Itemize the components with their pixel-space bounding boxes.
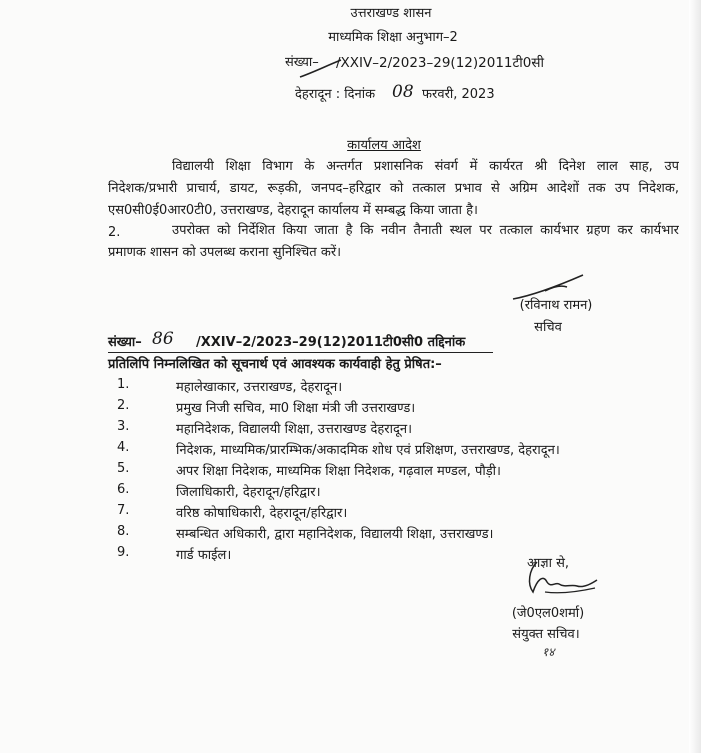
copy-intro: प्रतिलिपि निम्नलिखित को सूचनार्थ एवं आवश्यक कार्यवाही हेतु प्रेषित:–: [108, 357, 442, 372]
list-item-text: महानिदेशक, विद्यालयी शिक्षा, उत्तराखण्ड देहरादून।: [176, 422, 413, 437]
place-date-label: देहरादून : दिनांक: [295, 87, 376, 102]
date-month-year: फरवरी, 2023: [422, 87, 495, 102]
order-title: कार्यालय आदेश: [347, 138, 421, 153]
copy-ref-label: संख्या–: [108, 335, 142, 350]
signatory-1-designation: सचिव: [534, 320, 562, 335]
list-item-number: 9.: [117, 545, 130, 560]
signatory-2-designation: संयुक्त सचिव।: [512, 627, 580, 642]
order-paragraph-1: [108, 156, 679, 222]
list-item-number: 8.: [117, 524, 130, 539]
govt-heading: उत्तराखण्ड शासन: [350, 6, 432, 21]
section-heading: माध्यमिक शिक्षा अनुभाग–2: [328, 30, 458, 45]
list-item-number: 3.: [117, 419, 130, 434]
paragraph-line: विद्यालयी शिक्षा विभाग के अन्तर्गत प्रशासनिक संवर्ग में कार्यरत श्री दिनेश लाल साह, उप: [172, 159, 679, 174]
list-item-number: 4.: [117, 440, 130, 455]
list-item-text: गार्ड फाईल।: [176, 548, 232, 563]
signature-2-icon: [515, 560, 605, 602]
list-item-text: प्रमुख निजी सचिव, मा0 शिक्षा मंत्री जी उत्तराखण्ड।: [176, 401, 416, 416]
signatory-1-name: (रविनाथ रामन): [519, 298, 593, 313]
paragraph-line: प्रमाणक शासन को उपलब्ध कराना सुनिश्चित करें।: [108, 245, 342, 260]
list-item-number: 5.: [117, 461, 130, 476]
copy-ref-number-handwritten: 86: [152, 329, 174, 349]
list-item-text: निदेशक, माध्यमिक/प्रारम्भिक/अकादमिक शोध एवं प्रशिक्षण, उत्तराखण्ड, देहरादून।: [176, 443, 560, 458]
paragraph-line: एस0सी0ई0आर0टी0, उत्तराखण्ड, देहरादून कार्यालय में सम्बद्ध किया जाता है।: [108, 203, 478, 218]
ref-label: संख्या–: [285, 55, 319, 70]
copy-ref-underline: [108, 352, 493, 353]
list-item-text: जिलाधिकारी, देहरादून/हरिद्वार।: [176, 485, 321, 500]
list-item-text: अपर शिक्षा निदेशक, माध्यमिक शिक्षा निदेशक, गढ़वाल मण्डल, पौड़ी।: [176, 464, 501, 479]
paragraph-2-number: 2.: [108, 225, 121, 240]
handwritten-initials: १४: [542, 645, 555, 659]
list-item-number: 7.: [117, 503, 130, 518]
paragraph-line: निदेशक/प्रभारी प्राचार्य, डायट, रूड़की, जनपद–हरिद्वार को तत्काल प्रभाव से अग्रिम आदेशों तक उप निदेशक,: [108, 181, 679, 196]
list-item-text: महालेखाकार, उत्तराखण्ड, देहरादून।: [176, 380, 343, 395]
copy-ref-rest: /XXIV–2/2023–29(12)2011टी0सी0 तद्दिनांक: [196, 335, 466, 350]
date-day-handwritten: 08: [392, 82, 414, 102]
signatory-2-name: (जे0एल0शर्मा): [511, 606, 585, 621]
page-edge-shadow: [689, 0, 701, 753]
list-item-number: 6.: [117, 482, 130, 497]
ref-number: /XXIV–2/2023–29(12)2011टी0सी: [336, 55, 545, 71]
paragraph-line: उपरोक्त को निर्देशित किया जाता है कि नवीन तैनाती स्थल पर तत्काल कार्यभार ग्रहण कर कार्यभार: [172, 223, 679, 238]
order-paragraph-2: [108, 220, 679, 264]
list-item-number: 1.: [117, 377, 130, 392]
list-item-text: वरिष्ठ कोषाधिकारी, देहरादून/हरिद्वार।: [176, 506, 348, 521]
list-item-text: सम्बन्धित अधिकारी, द्वारा महानिदेशक, विद्यालयी शिक्षा, उत्तराखण्ड।: [176, 527, 494, 542]
by-order-text: आज्ञा से,: [527, 556, 570, 571]
list-item-number: 2.: [117, 398, 130, 413]
